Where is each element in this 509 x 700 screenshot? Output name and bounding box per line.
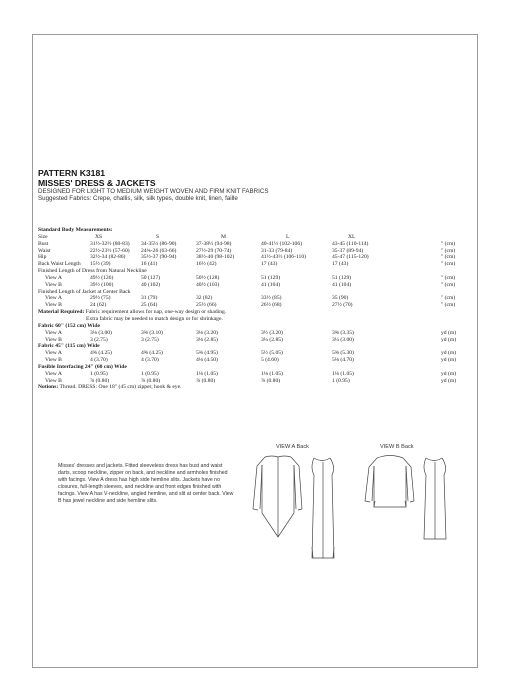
row-label: Bust: [38, 240, 49, 247]
table-cell: 3⅛ (3.00): [90, 329, 112, 336]
table-row: [38, 357, 474, 364]
material-note: Extra fabric may be needed to match design or for shrinkage.: [86, 315, 223, 322]
pattern-number: PATTERN K3181: [38, 168, 106, 178]
dress-length-rows: [38, 275, 474, 289]
table-cell: 31-33 (79-84): [261, 247, 293, 254]
row-label: View B: [45, 281, 62, 288]
view-b-back-illustration: [362, 453, 458, 563]
table-cell: 4⅝ (4.25): [141, 350, 163, 357]
table-cell: 24¾-26 (63-66): [141, 247, 177, 254]
table-row: [38, 275, 474, 282]
row-label: Waist: [38, 247, 51, 254]
unit-cell: " (cm): [441, 247, 456, 254]
fabric45-rows: [38, 350, 474, 364]
row-label: View B: [45, 357, 62, 364]
table-cell: 29½ (75): [90, 295, 111, 302]
table-cell: 5⅝ (5.30): [332, 350, 354, 357]
jacket-length-rows: [38, 295, 474, 309]
size-l: L: [286, 233, 290, 240]
measurements-heading: Standard Body Measurements:: [38, 227, 113, 233]
unit-cell: " (cm): [441, 295, 456, 302]
pattern-title: MISSES' DRESS & JACKETS: [38, 178, 156, 188]
unit-cell: yd (m): [441, 350, 457, 357]
table-cell: 33½ (85): [261, 295, 282, 302]
table-cell: 35½-37 (90-94): [141, 254, 177, 261]
size-xs: XS: [95, 233, 103, 240]
row-label: View A: [45, 350, 62, 357]
table-cell: 4 (3.70): [141, 357, 159, 364]
table-cell: ⅞ (0.80): [90, 377, 110, 384]
unit-cell: yd (m): [441, 329, 457, 336]
table-cell: 43-45 (110-114): [332, 240, 369, 247]
table-cell: 38½-40 (98-102): [196, 254, 235, 261]
table-cell: 31 (79): [141, 295, 158, 302]
table-cell: 39½ (100): [90, 281, 114, 288]
unit-cell: yd (m): [441, 336, 457, 343]
table-cell: 35-37 (89-94): [332, 247, 364, 254]
size-label: Size: [38, 233, 48, 240]
row-label: View A: [45, 274, 62, 281]
table-cell: 32½-34 (82-86): [90, 254, 126, 261]
table-cell: 51 (129): [261, 274, 281, 281]
pattern-header: [38, 168, 468, 203]
unit-cell: yd (m): [441, 357, 457, 364]
size-xl: XL: [348, 233, 356, 240]
table-cell: 1⅛ (1.05): [261, 370, 283, 377]
notions: Notions: Thread. DRESS: One 18" (45 cm) zipper, hook & eye.: [38, 384, 182, 391]
table-cell: 40½ (103): [196, 281, 220, 288]
table-cell: 5⅛ (4.70): [332, 357, 354, 364]
unit-cell: yd (m): [441, 377, 457, 384]
table-cell: 17 (43): [332, 261, 349, 268]
unit-cell: " (cm): [441, 240, 456, 247]
table-cell: 22½-23½ (57-60): [90, 247, 130, 254]
size-s: S: [156, 233, 160, 240]
table-cell: 3¼ (3.00): [332, 336, 354, 343]
table-cell: 26½ (68): [261, 302, 282, 309]
table-cell: 40 (102): [141, 281, 161, 288]
fabric45-heading: Fabric 45" (115 cm) Wide: [38, 343, 100, 350]
table-cell: 50½ (128): [196, 274, 220, 281]
table-cell: 4⅛ (4.50): [196, 357, 218, 364]
table-cell: 45-47 (115-120): [332, 254, 369, 261]
table-cell: 40-41½ (102-106): [261, 240, 303, 247]
unit-cell: " (cm): [441, 302, 456, 309]
table-cell: 3½ (3.20): [261, 329, 283, 336]
row-label: View B: [45, 336, 62, 343]
jacket-length-heading: Finished Length of Jacket at Center Back: [38, 288, 131, 295]
unit-cell: yd (m): [441, 370, 457, 377]
row-label: View A: [45, 370, 62, 377]
view-b-back-label: VIEW B Back: [380, 444, 414, 450]
table-cell: 41 (104): [261, 281, 281, 288]
fabric60-rows: [38, 330, 474, 344]
table-cell: ⅞ (0.80): [196, 377, 216, 384]
suggested-fabrics: Suggested Fabrics: Crepe, challis, silk, silk types, double knit, linen, faille: [38, 195, 238, 203]
pattern-description: Misses' dresses and jackets. Fitted sleeveless dress has bust and waist darts, scoop neckline, zipper on back, and neckline and armholes finished with facings. View A dress has high side hemline slits. Jackets have no closures, full-length sleeves, and neckline and front edges finished with facings. View A has V-neckline, angled hemline, and slit at center back. View B has jewel neckline and side hemline slits.: [58, 463, 234, 504]
measurement-table: [38, 227, 474, 391]
body-rows: [38, 241, 474, 268]
table-cell: 17 (43): [261, 261, 278, 268]
table-cell: 51 (129): [332, 274, 352, 281]
view-a-back-illustration: [250, 453, 346, 563]
table-cell: 35 (90): [332, 295, 349, 302]
table-cell: 27½-29 (70-74): [196, 247, 232, 254]
table-cell: 16½ (42): [196, 261, 217, 268]
row-label: View A: [45, 295, 62, 302]
table-cell: 3⅛ (2.85): [196, 336, 218, 343]
table-cell: 1 (0.95): [141, 370, 159, 377]
table-cell: 37-38½ (94-98): [196, 240, 232, 247]
unit-cell: " (cm): [441, 281, 456, 288]
table-cell: 3¼ (2.85): [261, 336, 283, 343]
table-cell: 31½-32½ (80-83): [90, 240, 130, 247]
row-label: View B: [45, 302, 62, 309]
table-cell: 5 (4.60): [261, 357, 279, 364]
table-cell: ⅞ (0.80): [261, 377, 281, 384]
table-cell: 32 (82): [196, 295, 213, 302]
size-m: M: [221, 233, 226, 240]
view-a-jacket-back: [253, 456, 302, 537]
table-cell: 1 (0.95): [90, 370, 108, 377]
table-cell: 4 (3.70): [90, 357, 108, 364]
table-row: [38, 282, 474, 289]
view-b-dress-back: [424, 458, 446, 539]
table-row: [38, 337, 474, 344]
table-row: [38, 241, 474, 248]
view-a-back-label: VIEW A Back: [276, 444, 309, 450]
interfacing-heading: Fusible Interfacing 24" (60 cm) Wide: [38, 363, 127, 370]
view-a-dress-back: [312, 458, 334, 558]
table-cell: 3⅝ (3.35): [332, 329, 354, 336]
table-cell: 3⅛ (3.20): [196, 329, 218, 336]
row-label: Back Waist Length: [38, 261, 81, 268]
table-cell: 5⅜ (4.95): [196, 350, 218, 357]
row-label: View B: [45, 377, 62, 384]
table-cell: 3 (2.75): [141, 336, 159, 343]
fabric60-heading: Fabric 60" (152 cm) Wide: [38, 322, 100, 329]
table-cell: 1 (0.95): [332, 377, 350, 384]
table-cell: 41½-43½ (106-110): [261, 254, 307, 261]
table-cell: 41 (104): [332, 281, 352, 288]
table-cell: 3⅜ (3.10): [141, 329, 163, 336]
table-cell: 16 (41): [141, 261, 158, 268]
table-cell: 50 (127): [141, 274, 161, 281]
material-required: Material Required: Fabric requirement allows for nap, one-way design or shading.: [38, 309, 227, 316]
row-label: Hip: [38, 254, 47, 261]
table-row: [38, 350, 474, 357]
interfacing-rows: [38, 371, 474, 385]
table-cell: 49½ (126): [90, 274, 114, 281]
pattern-subtitle: DESIGNED FOR LIGHT TO MEDIUM WEIGHT WOVEN AND FIRM KNIT FABRICS: [38, 188, 269, 195]
view-b-jacket-back: [365, 456, 414, 508]
unit-cell: " (cm): [441, 254, 456, 261]
unit-cell: " (cm): [441, 261, 456, 268]
table-cell: 24 (62): [90, 302, 107, 309]
table-cell: 25 (64): [141, 302, 158, 309]
unit-cell: " (cm): [441, 274, 456, 281]
table-cell: 1⅛ (1.05): [332, 370, 354, 377]
table-cell: ⅞ (0.80): [141, 377, 161, 384]
table-cell: 1⅛ (1.05): [196, 370, 218, 377]
table-cell: 34-35½ (86-90): [141, 240, 177, 247]
row-label: View A: [45, 329, 62, 336]
table-row: [38, 330, 474, 337]
table-cell: 15½ (39): [90, 261, 111, 268]
table-cell: 5½ (5.05): [261, 350, 283, 357]
size-row: [38, 234, 474, 241]
table-cell: 3 (2.75): [90, 336, 108, 343]
table-row: [38, 371, 474, 378]
table-cell: 4⅝ (4.25): [90, 350, 112, 357]
table-cell: 25½ (66): [196, 302, 217, 309]
dress-length-heading: Finished Length of Dress from Natural Neckline: [38, 268, 147, 275]
table-cell: 27½ (70): [332, 302, 353, 309]
